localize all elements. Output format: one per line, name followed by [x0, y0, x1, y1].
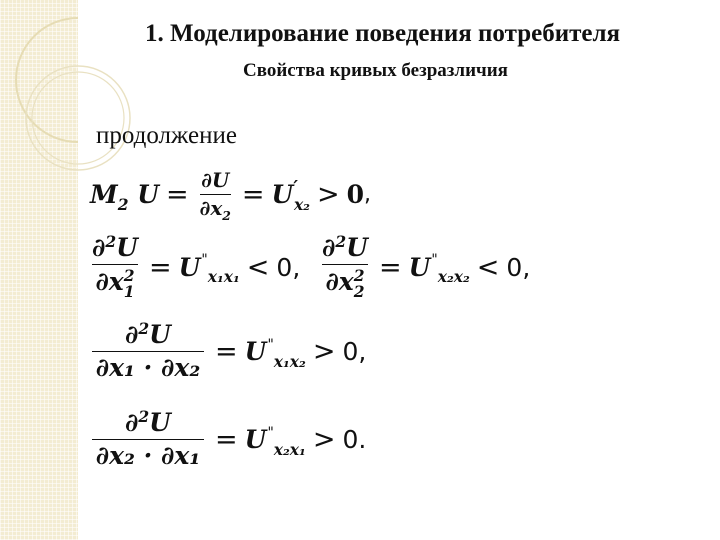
f2-fraction-bar — [92, 264, 138, 265]
f1-comma: , — [364, 182, 371, 207]
f3-equals: = — [378, 251, 402, 283]
f1-denominator: $\partial x_2$ — [199, 196, 231, 224]
f3-tail: 0, — [506, 252, 531, 282]
f4-rhs: $U^"_{x_1x_2}$ — [244, 336, 306, 371]
formula-second-derivative-x1 — [88, 232, 301, 301]
f1-greater: > — [316, 179, 340, 210]
f1-zero: 0 — [346, 180, 364, 209]
f1-equals-2: = — [241, 179, 265, 210]
f5-greater: > — [312, 424, 336, 456]
f4-tail: 0, — [342, 337, 367, 367]
f4-fraction-bar — [92, 351, 204, 352]
f2-equals: = — [148, 251, 172, 283]
f1-numerator: ∂U — [201, 168, 230, 192]
f1-fraction-bar — [200, 194, 231, 195]
f3-fraction-bar — [322, 264, 368, 265]
f1-rhs: $U'_{x_2}$ — [271, 177, 310, 214]
f1-lhs: $M_2$ U — [90, 180, 160, 214]
f2-tail: 0, — [276, 252, 301, 282]
f3-less: < — [476, 251, 500, 283]
f3-rhs: $U^"_{x_2x_2}$ — [408, 251, 470, 287]
formula-second-derivative-x2 — [318, 232, 531, 301]
formula-mixed-derivative-12 — [88, 319, 367, 383]
f2-fraction: ∂$^2$U ∂x 2 1 — [92, 232, 138, 301]
f2-less: < — [246, 251, 270, 283]
f5-fraction-bar — [92, 439, 204, 440]
f1-equals: = — [166, 179, 189, 210]
f2-rhs: $U^"_{x_1x_1}$ — [178, 251, 240, 287]
formula-mixed-derivative-21 — [88, 407, 367, 471]
f1-fraction — [199, 168, 231, 224]
slide-subtitle: Свойства кривых безразличия — [243, 60, 508, 81]
f4-equals: = — [215, 336, 238, 368]
f5-tail: 0. — [342, 425, 367, 455]
slide-title: 1. Моделирование поведения потребителя — [145, 20, 621, 47]
f4-fraction: $\frac{\partial^2U}{\text{∂x₁ · ∂x₂}}$ — [92, 322, 204, 382]
formula-marginal-utility — [90, 168, 371, 224]
f5-fraction: $\frac{\partial^2U}{\text{∂x₂ · ∂x₁}}$ — [92, 410, 204, 470]
f3-fraction: ∂$^2$U ∂x 2 2 — [322, 232, 368, 301]
f4-greater: > — [312, 336, 336, 368]
f5-equals: = — [215, 424, 238, 456]
continuation-label: продолжение — [96, 122, 237, 149]
f5-rhs: $U^"_{x_2x_1}$ — [244, 424, 306, 459]
